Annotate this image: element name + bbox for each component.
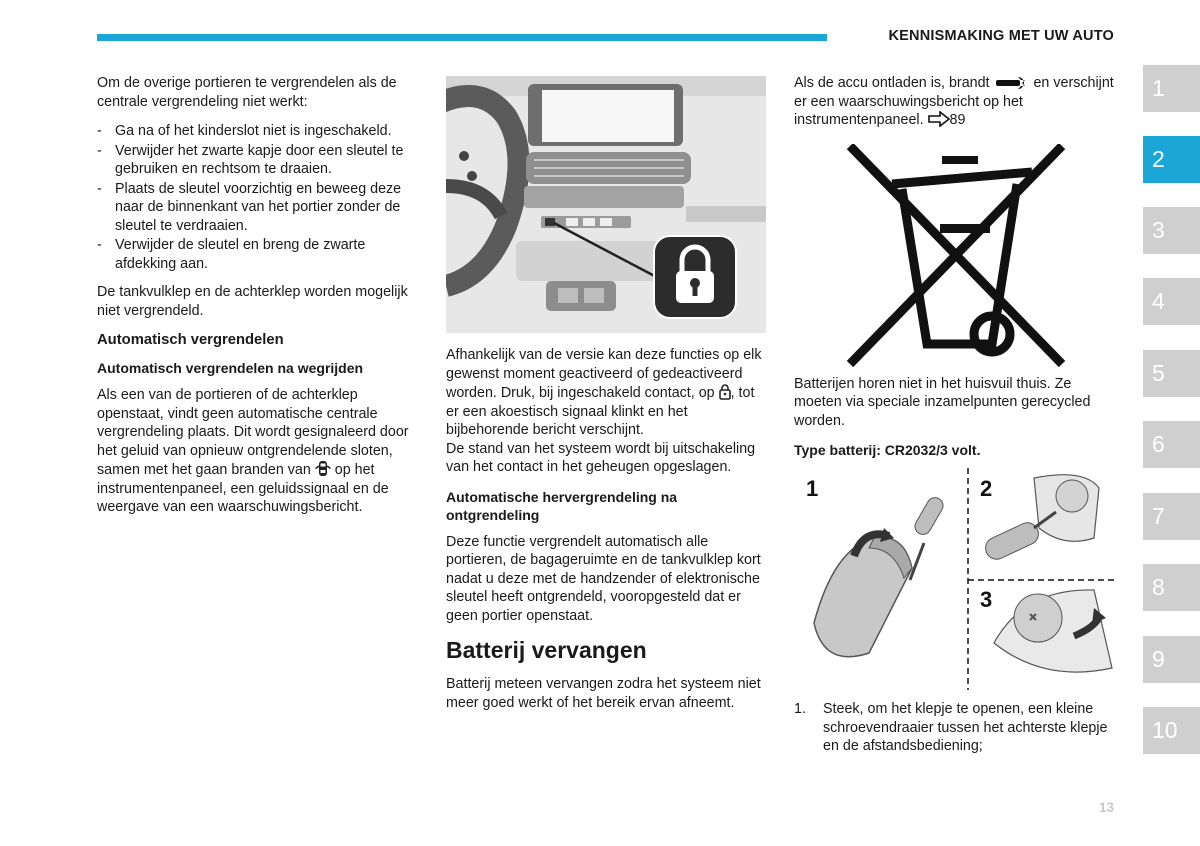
list-item: - Plaats de sleutel voorzichtig en beweeg deze naar de binnenkant van het portier zonder de sleutel te verdraaien. <box>97 180 419 236</box>
crossed-bin-icon <box>842 144 1067 369</box>
battery-type-label: Type batterij: CR2032/3 volt. <box>794 442 981 458</box>
heading-relock: Automatische hervergrendeling na ontgrendeling <box>446 488 678 523</box>
accu-text-a: Als de accu ontladen is, brandt <box>794 75 990 91</box>
chapter-tab-9[interactable]: 9 <box>1143 636 1200 683</box>
chapter-tab-8[interactable]: 8 <box>1143 564 1200 611</box>
section-title: KENNISMAKING MET UW AUTO <box>888 28 1114 44</box>
car-door-open-icon <box>315 460 331 477</box>
heading-battery-replace: Batterij vervangen <box>446 637 647 663</box>
header-accent-bar <box>97 34 827 41</box>
disposal-paragraph: Batterijen horen niet in het huisvuil thuis. Ze moeten via speciale inzamelpunten gerecycled worden. <box>794 375 1091 429</box>
column-3 <box>794 74 1116 756</box>
figure-label-3: 3 <box>980 587 993 612</box>
column-2 <box>446 76 768 723</box>
key-icon <box>994 76 1030 90</box>
chapter-tab-4[interactable]: 4 <box>1143 278 1200 325</box>
column-1 <box>97 74 419 528</box>
relock-paragraph: Deze functie vergrendelt automatisch alle portieren, de bagageruimte en de tankvulklep kort nadat u deze met de handzender of elektronische sleutel heeft ontgrendeld, vooropgesteld dat er geen portier openstaat. <box>446 533 761 624</box>
list-item: - Verwijder het zwarte kapje door een sleutel te gebruiken en rechtsom te draaien. <box>97 142 419 179</box>
chapter-tab-7[interactable]: 7 <box>1143 493 1200 540</box>
chapter-tab-2[interactable]: 2 <box>1143 136 1200 183</box>
accu-page-ref: 89 <box>949 112 966 128</box>
battery-replacement-figure <box>794 468 1116 690</box>
manual-lock-steps <box>97 122 419 273</box>
step-text: Steek, om het klepje te openen, een kleine schroevendraaier tussen het achterste klepje en de afstandsbediening; <box>823 701 1108 754</box>
function-paragraph <box>446 346 768 440</box>
lock-icon <box>719 383 731 400</box>
tank-flap-paragraph: De tankvulklep en de achterklep worden mogelijk niet vergrendeld. <box>97 284 408 319</box>
auto-lock-paragraph <box>97 386 419 517</box>
battery-steps <box>794 700 1116 756</box>
chapter-tab-10[interactable]: 10 <box>1143 707 1200 754</box>
step-number: 1. <box>794 701 806 717</box>
chapter-tab-1[interactable]: 1 <box>1143 65 1200 112</box>
list-item <box>794 700 1116 756</box>
memory-paragraph: De stand van het systeem wordt bij uitschakeling van het contact in het geheugen opgeslagen. <box>446 440 756 475</box>
accu-paragraph <box>794 74 1116 130</box>
function-text-b: , tot er een akoestisch signaal klinkt en het bijbehorende bericht verschijnt. <box>446 385 755 438</box>
heading-auto-lock-drive: Automatisch vergrendelen na wegrijden <box>97 360 364 376</box>
arrow-ref-icon <box>928 111 950 127</box>
list-item: - Verwijder de sleutel en breng de zwarte afdekking aan. <box>97 236 419 273</box>
chapter-tab-3[interactable]: 3 <box>1143 207 1200 254</box>
accu-text-b: en verschijnt er een waarschuwingsbericht op het instrumentenpaneel. <box>794 75 1114 128</box>
battery-paragraph: Batterij meteen vervangen zodra het systeem niet meer goed werkt of het bereik ervan afneemt. <box>446 676 761 711</box>
auto-lock-text-b: op het instrumentenpaneel, een geluidssignaal en de weergave van een waarschuwingsbericht. <box>97 462 389 515</box>
function-text-a: Afhankelijk van de versie kan deze functies op elk gewenst moment geactiveerd of gedeactiveerd worden. Druk, bij ingeschakeld contact, op <box>446 347 762 401</box>
chapter-tab-5[interactable]: 5 <box>1143 350 1200 397</box>
chapter-tab-6[interactable]: 6 <box>1143 421 1200 468</box>
page-number: 13 <box>1098 800 1114 815</box>
list-item: - Ga na of het kinderslot niet is ingeschakeld. <box>97 122 419 141</box>
intro-paragraph: Om de overige portieren te vergrendelen als de centrale vergrendeling niet werkt: <box>97 75 397 110</box>
heading-auto-lock: Automatisch vergrendelen <box>97 332 284 348</box>
figure-label-2: 2 <box>980 476 993 501</box>
auto-lock-text-a: Als een van de portieren of de achterklep openstaat, vindt geen automatische centrale vergrendeling plaats. Dit wordt gesignaleerd door het geluid van opnieuw ontgrendelende sloten, samen met het gaan branden van <box>97 387 409 478</box>
figure-label-1: 1 <box>806 476 819 501</box>
dashboard-lock-button-photo <box>446 76 766 333</box>
